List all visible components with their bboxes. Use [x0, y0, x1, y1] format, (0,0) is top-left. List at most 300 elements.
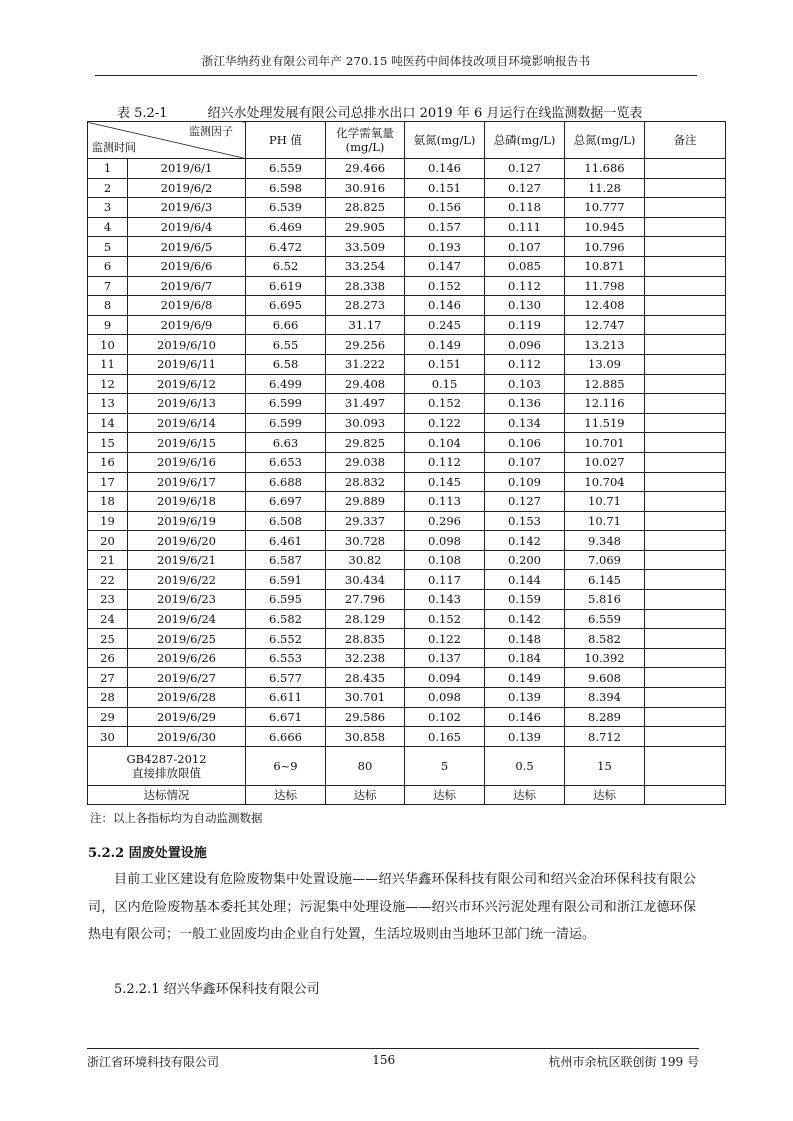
table-cell: 0.103: [485, 374, 565, 394]
table-row: [88, 159, 726, 179]
table-row: [88, 727, 726, 747]
column-header: 化学需氧量 (mg/L): [326, 122, 405, 159]
table-cell: 0.108: [405, 550, 485, 570]
table-row: [88, 198, 726, 218]
table-cell: 0.184: [485, 648, 565, 668]
table-cell: 6.461: [246, 531, 326, 551]
table-cell: 27: [88, 668, 128, 688]
table-cell: 6.145: [565, 570, 645, 590]
section-heading: 5.2.2 固废处置设施: [88, 846, 207, 861]
table-cell: 8.582: [565, 629, 645, 649]
table-cell: 2019/6/21: [128, 550, 246, 570]
column-header: 总磷(mg/L): [485, 122, 565, 159]
table-cell: 5: [405, 746, 485, 785]
table-cell: 20: [88, 531, 128, 551]
table-row: [88, 550, 726, 570]
table-cell: 6.619: [246, 276, 326, 296]
table-cell: 0.107: [485, 237, 565, 257]
table-cell: 28.435: [326, 668, 405, 688]
table-cell: 33.509: [326, 237, 405, 257]
table-cell: 5: [88, 237, 128, 257]
table-cell: [645, 492, 726, 512]
table-cell: [645, 590, 726, 610]
table-row: [88, 178, 726, 198]
table-cell: 0.157: [405, 217, 485, 237]
table-cell: 0.165: [405, 727, 485, 747]
table-cell: 6.666: [246, 727, 326, 747]
table-cell: [645, 217, 726, 237]
table-cell: [645, 511, 726, 531]
table-cell: 29.825: [326, 433, 405, 453]
table-cell: 0.142: [485, 531, 565, 551]
table-cell: 0.148: [485, 629, 565, 649]
column-header: 备注: [645, 122, 726, 159]
table-cell: 6.599: [246, 394, 326, 414]
table-cell: 8.394: [565, 688, 645, 708]
table-cell: [645, 531, 726, 551]
table-cell: 0.127: [485, 159, 565, 179]
table-cell: 0.112: [485, 276, 565, 296]
column-header: PH 值: [246, 122, 326, 159]
table-cell: 29.466: [326, 159, 405, 179]
table-cell: 10.027: [565, 452, 645, 472]
table-cell: 0.104: [405, 433, 485, 453]
table-cell: [645, 688, 726, 708]
table-cell: 0.113: [405, 492, 485, 512]
table-caption: [95, 102, 697, 121]
table-cell: 27.796: [326, 590, 405, 610]
table-cell: 0.146: [405, 296, 485, 316]
table-cell: 10.871: [565, 256, 645, 276]
table-cell: 2019/6/18: [128, 492, 246, 512]
table-row: [88, 276, 726, 296]
table-cell: 0.146: [405, 159, 485, 179]
table-cell: 0.122: [405, 413, 485, 433]
table-cell: 0.145: [405, 472, 485, 492]
table-cell: 80: [326, 746, 405, 785]
table-cell: 0.085: [485, 256, 565, 276]
table-cell: 0.119: [485, 315, 565, 335]
table-cell: [645, 354, 726, 374]
table-cell: 32.238: [326, 648, 405, 668]
table-row: [88, 433, 726, 453]
table-cell: 0.296: [405, 511, 485, 531]
table-cell: 10: [88, 335, 128, 355]
table-cell: 0.098: [405, 531, 485, 551]
table-cell: 29.337: [326, 511, 405, 531]
table-row: [88, 668, 726, 688]
table-cell: 28.338: [326, 276, 405, 296]
table-cell: 8: [88, 296, 128, 316]
table-cell: 2019/6/11: [128, 354, 246, 374]
monitoring-data-table: [87, 121, 726, 805]
table-cell: 6.469: [246, 217, 326, 237]
table-row: [88, 296, 726, 316]
table-cell: 30.858: [326, 727, 405, 747]
table-cell: 16: [88, 452, 128, 472]
table-cell: 6.58: [246, 354, 326, 374]
table-cell: 0.107: [485, 452, 565, 472]
table-cell: 0.102: [405, 707, 485, 727]
table-cell: 6.66: [246, 315, 326, 335]
table-cell: 2019/6/4: [128, 217, 246, 237]
table-cell: 0.245: [405, 315, 485, 335]
table-cell: 30.916: [326, 178, 405, 198]
table-row: [88, 374, 726, 394]
monitoring-factor-label: 监测因子: [189, 125, 233, 138]
table-cell: 0.106: [485, 433, 565, 453]
table-cell: 2019/6/10: [128, 335, 246, 355]
table-cell: [645, 550, 726, 570]
table-cell: 31.222: [326, 354, 405, 374]
table-cell: 30.093: [326, 413, 405, 433]
table-cell: 0.152: [405, 276, 485, 296]
table-cell: 11.686: [565, 159, 645, 179]
table-cell: 13.09: [565, 354, 645, 374]
table-cell: [645, 629, 726, 649]
table-cell: 29.038: [326, 452, 405, 472]
table-cell: [645, 413, 726, 433]
table-cell: 11.519: [565, 413, 645, 433]
table-cell: 28.835: [326, 629, 405, 649]
table-cell: 9.608: [565, 668, 645, 688]
table-row: [88, 648, 726, 668]
standard-limit-row: [88, 746, 726, 785]
table-cell: 10.701: [565, 433, 645, 453]
table-cell: 28.832: [326, 472, 405, 492]
table-cell: 6.499: [246, 374, 326, 394]
table-cell: 6.55: [246, 335, 326, 355]
table-cell: 0.142: [485, 609, 565, 629]
table-cell: 2019/6/16: [128, 452, 246, 472]
table-row: [88, 452, 726, 472]
table-cell: 2: [88, 178, 128, 198]
table-cell: 13: [88, 394, 128, 414]
table-cell: 17: [88, 472, 128, 492]
table-row: [88, 354, 726, 374]
table-cell: 6.559: [246, 159, 326, 179]
table-row: [88, 472, 726, 492]
table-row: [88, 256, 726, 276]
table-cell: 30.728: [326, 531, 405, 551]
table-cell: 24: [88, 609, 128, 629]
table-cell: 0.136: [485, 394, 565, 414]
table-cell: [645, 785, 726, 805]
monitoring-time-label: 监测时间: [92, 141, 136, 154]
table-cell: 2019/6/27: [128, 668, 246, 688]
table-cell: 33.254: [326, 256, 405, 276]
table-note: 注：以上各指标均为自动监测数据: [90, 811, 263, 825]
table-cell: 12.408: [565, 296, 645, 316]
table-cell: 31.497: [326, 394, 405, 414]
table-cell: 10.704: [565, 472, 645, 492]
table-cell: 0.139: [485, 688, 565, 708]
table-cell: 6.472: [246, 237, 326, 257]
compliance-row: [88, 785, 726, 805]
table-cell: 0.147: [405, 256, 485, 276]
table-cell: 2019/6/13: [128, 394, 246, 414]
table-cell: 23: [88, 590, 128, 610]
table-cell: 0.130: [485, 296, 565, 316]
table-cell: 0.096: [485, 335, 565, 355]
table-cell: 6.582: [246, 609, 326, 629]
table-cell: 6.577: [246, 668, 326, 688]
table-body: [88, 159, 726, 805]
table-cell: 达标: [405, 785, 485, 805]
diagonal-header-cell: [88, 122, 246, 159]
table-row: [88, 217, 726, 237]
table-cell: 1: [88, 159, 128, 179]
standard-limit-row-label: GB4287-2012 直接排放限值: [88, 746, 246, 785]
table-cell: 10.796: [565, 237, 645, 257]
table-cell: [645, 570, 726, 590]
table-cell: 0.5: [485, 746, 565, 785]
table-cell: 2019/6/15: [128, 433, 246, 453]
table-cell: 0.117: [405, 570, 485, 590]
table-cell: 2019/6/17: [128, 472, 246, 492]
compliance-row-label: 达标情况: [88, 785, 246, 805]
table-cell: 12.116: [565, 394, 645, 414]
table-cell: 6: [88, 256, 128, 276]
table-cell: 0.152: [405, 609, 485, 629]
table-number: 表 5.2-1: [117, 106, 168, 121]
table-cell: 8.712: [565, 727, 645, 747]
table-cell: 0.143: [405, 590, 485, 610]
table-cell: 12.747: [565, 315, 645, 335]
table-row: [88, 707, 726, 727]
table-cell: 0.149: [485, 668, 565, 688]
table-row: [88, 315, 726, 335]
table-cell: 6.697: [246, 492, 326, 512]
footer-company: 浙江省环境科技有限公司: [87, 1055, 220, 1069]
table-cell: 0.118: [485, 198, 565, 218]
table-cell: 6.695: [246, 296, 326, 316]
table-cell: 29.905: [326, 217, 405, 237]
table-cell: 2019/6/5: [128, 237, 246, 257]
table-cell: 28: [88, 688, 128, 708]
table-cell: 4: [88, 217, 128, 237]
table-cell: 29.586: [326, 707, 405, 727]
table-title: 绍兴水处理发展有限公司总排水出口 2019 年 6 月运行在线监测数据一览表: [207, 106, 643, 121]
table-cell: 6.671: [246, 707, 326, 727]
body-paragraph: 目前工业区建设有危险废物集中处置设施——绍兴华鑫环保科技有限公司和绍兴金冶环保科技有限公司，区内危险废物基本委托其处理；污泥集中处理设施——绍兴市环兴污泥处理有限公司和浙江龙德环保热电有限公司；一般工业固废均由企业自行处置，生活垃圾则由当地环卫部门统一清运。: [88, 872, 696, 942]
table-cell: [645, 707, 726, 727]
table-cell: 26: [88, 648, 128, 668]
table-cell: 11.28: [565, 178, 645, 198]
table-cell: 2019/6/7: [128, 276, 246, 296]
table-cell: 6.611: [246, 688, 326, 708]
table-cell: 2019/6/22: [128, 570, 246, 590]
table-row: [88, 570, 726, 590]
table-cell: 19: [88, 511, 128, 531]
table-cell: [645, 159, 726, 179]
table-cell: 15: [88, 433, 128, 453]
table-cell: [645, 178, 726, 198]
table-cell: 11: [88, 354, 128, 374]
table-cell: 2019/6/30: [128, 727, 246, 747]
table-cell: 2019/6/23: [128, 590, 246, 610]
table-cell: 6.539: [246, 198, 326, 218]
table-cell: 10.392: [565, 648, 645, 668]
table-cell: 2019/6/28: [128, 688, 246, 708]
table-cell: 30.701: [326, 688, 405, 708]
table-cell: 2019/6/20: [128, 531, 246, 551]
table-cell: 6.591: [246, 570, 326, 590]
table-cell: 0.109: [485, 472, 565, 492]
table-cell: 6.587: [246, 550, 326, 570]
table-cell: 21: [88, 550, 128, 570]
table-cell: 13.213: [565, 335, 645, 355]
table-cell: 29.256: [326, 335, 405, 355]
table-cell: [645, 668, 726, 688]
table-cell: 6.63: [246, 433, 326, 453]
table-cell: 10.71: [565, 511, 645, 531]
table-cell: 2019/6/29: [128, 707, 246, 727]
table-cell: [645, 198, 726, 218]
subsection-heading: 5.2.2.1 绍兴华鑫环保科技有限公司: [114, 982, 320, 997]
table-cell: 0.094: [405, 668, 485, 688]
table-cell: [645, 727, 726, 747]
column-header: 氨氮(mg/L): [405, 122, 485, 159]
table-cell: 0.134: [485, 413, 565, 433]
table-cell: 0.112: [485, 354, 565, 374]
table-row: [88, 492, 726, 512]
table-cell: 10.945: [565, 217, 645, 237]
table-cell: 22: [88, 570, 128, 590]
table-row: [88, 335, 726, 355]
table-cell: 9.348: [565, 531, 645, 551]
table-cell: 2019/6/2: [128, 178, 246, 198]
table-cell: [645, 315, 726, 335]
table-cell: 2019/6/8: [128, 296, 246, 316]
table-cell: 6.688: [246, 472, 326, 492]
table-cell: [645, 433, 726, 453]
table-cell: 0.153: [485, 511, 565, 531]
table-cell: 6.599: [246, 413, 326, 433]
table-cell: 6.553: [246, 648, 326, 668]
page-header: 浙江华纳药业有限公司年产 270.15 吨医药中间体技改项目环境影响报告书: [95, 53, 697, 76]
page-number: 156: [372, 1053, 396, 1067]
table-cell: 0.146: [485, 707, 565, 727]
table-cell: 28.825: [326, 198, 405, 218]
table-cell: 28.129: [326, 609, 405, 629]
table-cell: 达标: [565, 785, 645, 805]
table-row: [88, 609, 726, 629]
table-row: [88, 590, 726, 610]
table-cell: 28.273: [326, 296, 405, 316]
page-footer: [87, 1053, 699, 1070]
table-cell: 7: [88, 276, 128, 296]
table-cell: 2019/6/26: [128, 648, 246, 668]
table-cell: 达标: [326, 785, 405, 805]
table-cell: 14: [88, 413, 128, 433]
table-row: [88, 511, 726, 531]
table-cell: [645, 472, 726, 492]
table-cell: [645, 276, 726, 296]
table-cell: 2019/6/25: [128, 629, 246, 649]
table-cell: 2019/6/24: [128, 609, 246, 629]
table-cell: 0.112: [405, 452, 485, 472]
table-cell: 0.149: [405, 335, 485, 355]
table-cell: 6~9: [246, 746, 326, 785]
column-header: 总氮(mg/L): [565, 122, 645, 159]
table-cell: 31.17: [326, 315, 405, 335]
table-cell: 30.82: [326, 550, 405, 570]
table-cell: [645, 256, 726, 276]
table-cell: 10.71: [565, 492, 645, 512]
table-cell: 0.111: [485, 217, 565, 237]
table-cell: 6.653: [246, 452, 326, 472]
table-cell: 12.885: [565, 374, 645, 394]
table-cell: 2019/6/9: [128, 315, 246, 335]
table-cell: 9: [88, 315, 128, 335]
table-cell: [645, 237, 726, 257]
table-cell: [645, 609, 726, 629]
table-header-row: [88, 122, 726, 159]
footer-address: 杭州市余杭区联创街 199 号: [548, 1055, 699, 1069]
table-cell: [645, 335, 726, 355]
table-cell: 2019/6/1: [128, 159, 246, 179]
table-cell: 0.127: [485, 492, 565, 512]
table-cell: 6.598: [246, 178, 326, 198]
table-cell: 达标: [485, 785, 565, 805]
table-cell: 8.289: [565, 707, 645, 727]
table-cell: 2019/6/19: [128, 511, 246, 531]
table-cell: 0.137: [405, 648, 485, 668]
table-cell: [645, 296, 726, 316]
table-cell: 0.15: [405, 374, 485, 394]
table-cell: 29.408: [326, 374, 405, 394]
table-cell: 6.52: [246, 256, 326, 276]
table-cell: 0.156: [405, 198, 485, 218]
table-cell: 3: [88, 198, 128, 218]
table-cell: 2019/6/14: [128, 413, 246, 433]
table-cell: 11.798: [565, 276, 645, 296]
table-cell: 0.151: [405, 178, 485, 198]
table-row: [88, 413, 726, 433]
table-cell: 0.144: [485, 570, 565, 590]
table-cell: 12: [88, 374, 128, 394]
table-cell: 10.777: [565, 198, 645, 218]
table-cell: 29.889: [326, 492, 405, 512]
table-cell: 0.193: [405, 237, 485, 257]
table-row: [88, 237, 726, 257]
table-cell: 0.098: [405, 688, 485, 708]
table-cell: 18: [88, 492, 128, 512]
table-cell: [645, 394, 726, 414]
table-cell: 2019/6/6: [128, 256, 246, 276]
table-cell: 0.152: [405, 394, 485, 414]
table-cell: [645, 746, 726, 785]
table-cell: 30.434: [326, 570, 405, 590]
footer-divider: [87, 1048, 699, 1049]
table-cell: [645, 452, 726, 472]
table-cell: 25: [88, 629, 128, 649]
table-row: [88, 531, 726, 551]
table-row: [88, 394, 726, 414]
table-cell: 0.139: [485, 727, 565, 747]
table-cell: 6.595: [246, 590, 326, 610]
table-cell: 30: [88, 727, 128, 747]
table-cell: 0.159: [485, 590, 565, 610]
table-cell: 6.559: [565, 609, 645, 629]
table-cell: 6.552: [246, 629, 326, 649]
table-cell: 5.816: [565, 590, 645, 610]
table-cell: 15: [565, 746, 645, 785]
table-cell: 0.151: [405, 354, 485, 374]
table-cell: 2019/6/3: [128, 198, 246, 218]
table-cell: 7.069: [565, 550, 645, 570]
